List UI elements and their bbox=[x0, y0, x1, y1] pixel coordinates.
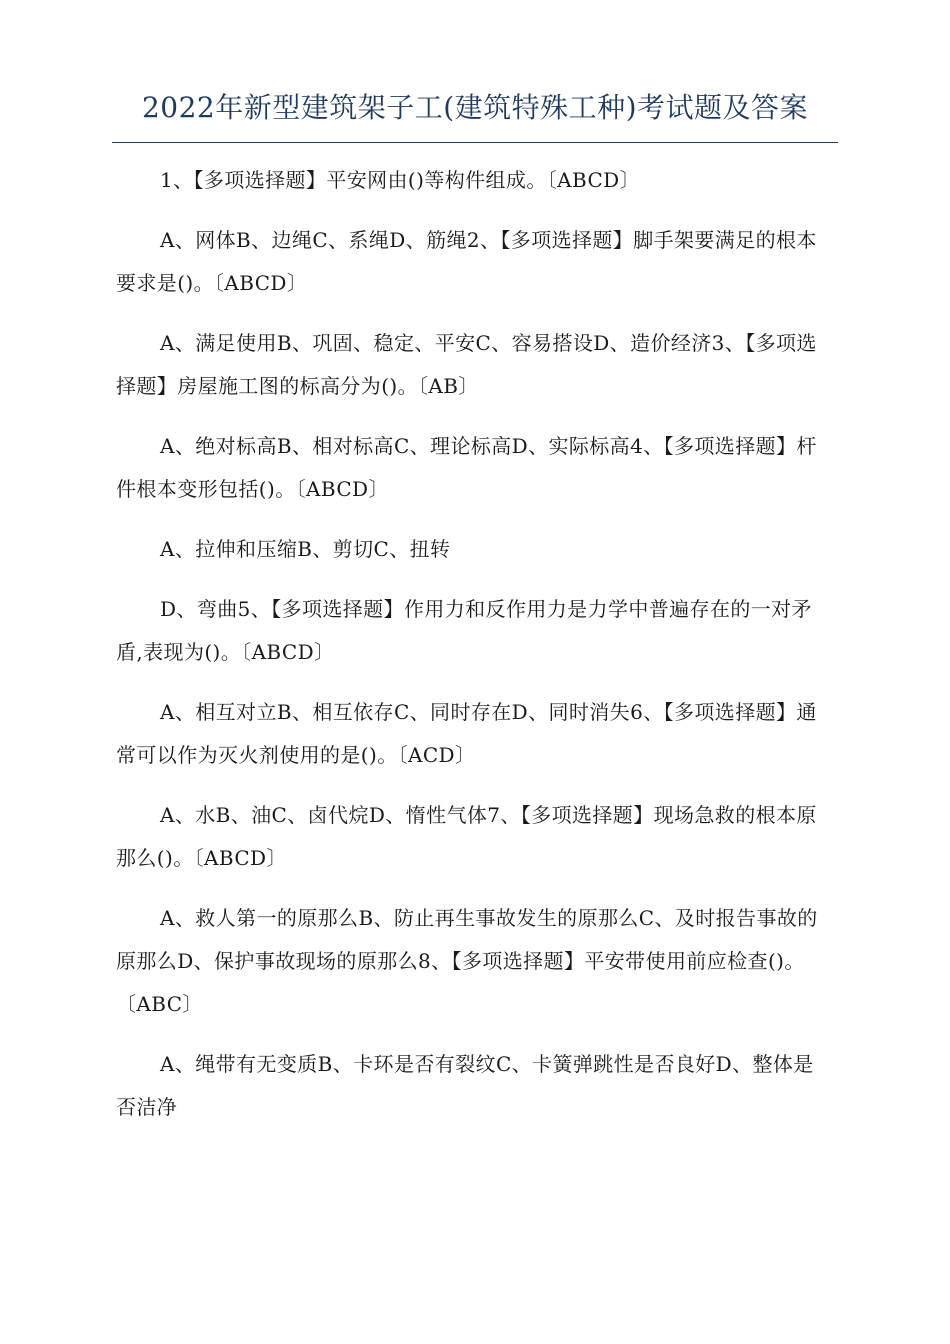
question-7-paragraph: A、水B、油C、卤代烷D、惰性气体7、【多项选择题】现场急救的根本原那么()。〔ABCD〕 bbox=[116, 803, 817, 870]
document-title: 2022年新型建筑架子工(建筑特殊工种)考试题及答案 bbox=[141, 91, 809, 124]
question-2-paragraph: A、网体B、边绳C、系绳D、筋绳2、【多项选择题】脚手架要满足的根本要求是()。〔ABCD〕 bbox=[116, 228, 817, 295]
question-8-paragraph: A、救人第一的原那么B、防止再生事故发生的原那么C、及时报告事故的原那么D、保护事故现场的原那么8、【多项选择题】平安带使用前应检查()。〔ABC〕 bbox=[116, 906, 818, 1016]
question-4-paragraph: A、绝对标高B、相对标高C、理论标高D、实际标高4、【多项选择题】杆件根本变形包括()。〔ABCD〕 bbox=[116, 434, 817, 501]
question-8-options-paragraph: A、绳带有无变质B、卡环是否有裂纹C、卡簧弹跳性是否良好D、整体是否洁净 bbox=[116, 1052, 814, 1119]
title-divider bbox=[112, 142, 838, 143]
question-1-paragraph: 1、【多项选择题】平安网由()等构件组成。〔ABCD〕 bbox=[160, 168, 640, 192]
question-4-options-paragraph: A、拉伸和压缩B、剪切C、扭转 bbox=[160, 537, 451, 561]
document-body bbox=[116, 159, 828, 1146]
question-6-paragraph: A、相互对立B、相互依存C、同时存在D、同时消失6、【多项选择题】通常可以作为灭火剂使用的是()。〔ACD〕 bbox=[116, 700, 817, 767]
question-3-paragraph: A、满足使用B、巩固、稳定、平安C、容易搭设D、造价经济3、【多项选择题】房屋施工图的标高分为()。〔AB〕 bbox=[116, 331, 817, 398]
question-5-paragraph: D、弯曲5、【多项选择题】作用力和反作用力是力学中普遍存在的一对矛盾,表现为()。〔ABCD〕 bbox=[116, 597, 812, 664]
